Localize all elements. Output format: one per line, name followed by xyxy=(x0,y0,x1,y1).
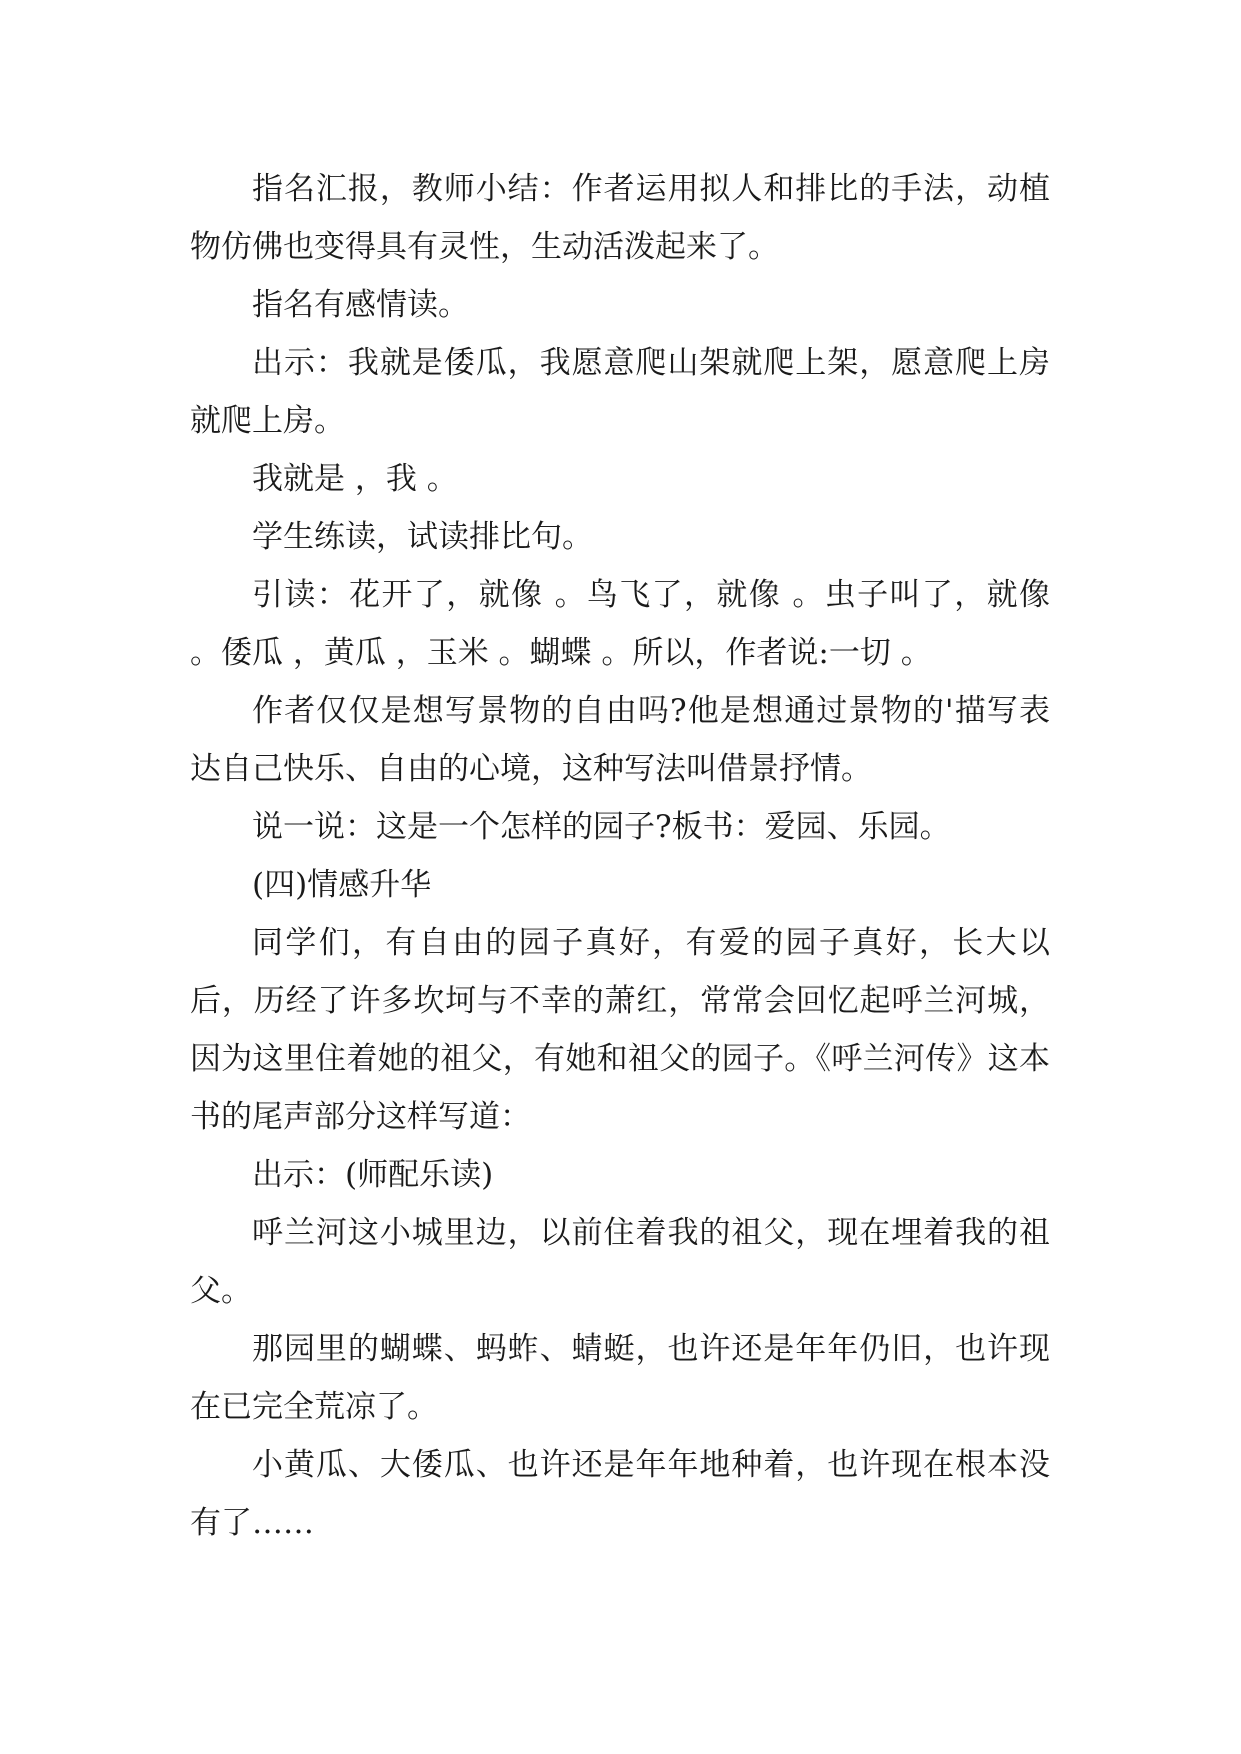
paragraph: 出示：(师配乐读) xyxy=(252,1157,494,1193)
paragraph: 引读：花开了，就像 。鸟飞了，就像 。虫子叫了，就像 。倭瓜 ，黄瓜 ，玉米 。蝴蝶 。所以，作者说:一切 。 xyxy=(190,577,1050,671)
section-heading: (四)情感升华 xyxy=(252,867,432,903)
paragraph: 作者仅仅是想写景物的自由吗?他是想通过景物的'描写表达自己快乐、自由的心境，这种写法叫借景抒情。 xyxy=(190,693,1050,787)
document-body xyxy=(190,160,1050,1552)
paragraph: 指名有感情读。 xyxy=(252,287,469,323)
quoted-paragraph: 小黄瓜、大倭瓜、也许还是年年地种着，也许现在根本没有了…… xyxy=(190,1447,1050,1541)
paragraph: 指名汇报，教师小结：作者运用拟人和排比的手法，动植物仿佛也变得具有灵性，生动活泼起来了。 xyxy=(190,171,1050,265)
paragraph: 出示：我就是倭瓜，我愿意爬山架就爬上架，愿意爬上房就爬上房。 xyxy=(190,345,1050,439)
paragraph: 同学们，有自由的园子真好，有爱的园子真好，长大以后，历经了许多坎坷与不幸的萧红，常常会回忆起呼兰河城，因为这里住着她的祖父，有她和祖父的园子。《呼兰河传》这本书的尾声部分这样写道： xyxy=(190,925,1050,1135)
paragraph: 说一说：这是一个怎样的园子?板书：爱园、乐园。 xyxy=(252,809,951,845)
quoted-paragraph: 呼兰河这小城里边，以前住着我的祖父，现在埋着我的祖父。 xyxy=(190,1215,1050,1309)
quoted-paragraph: 那园里的蝴蝶、蚂蚱、蜻蜓，也许还是年年仍旧，也许现在已完全荒凉了。 xyxy=(190,1331,1050,1425)
paragraph: 我就是 ，我 。 xyxy=(252,461,458,497)
paragraph: 学生练读，试读排比句。 xyxy=(252,519,593,555)
